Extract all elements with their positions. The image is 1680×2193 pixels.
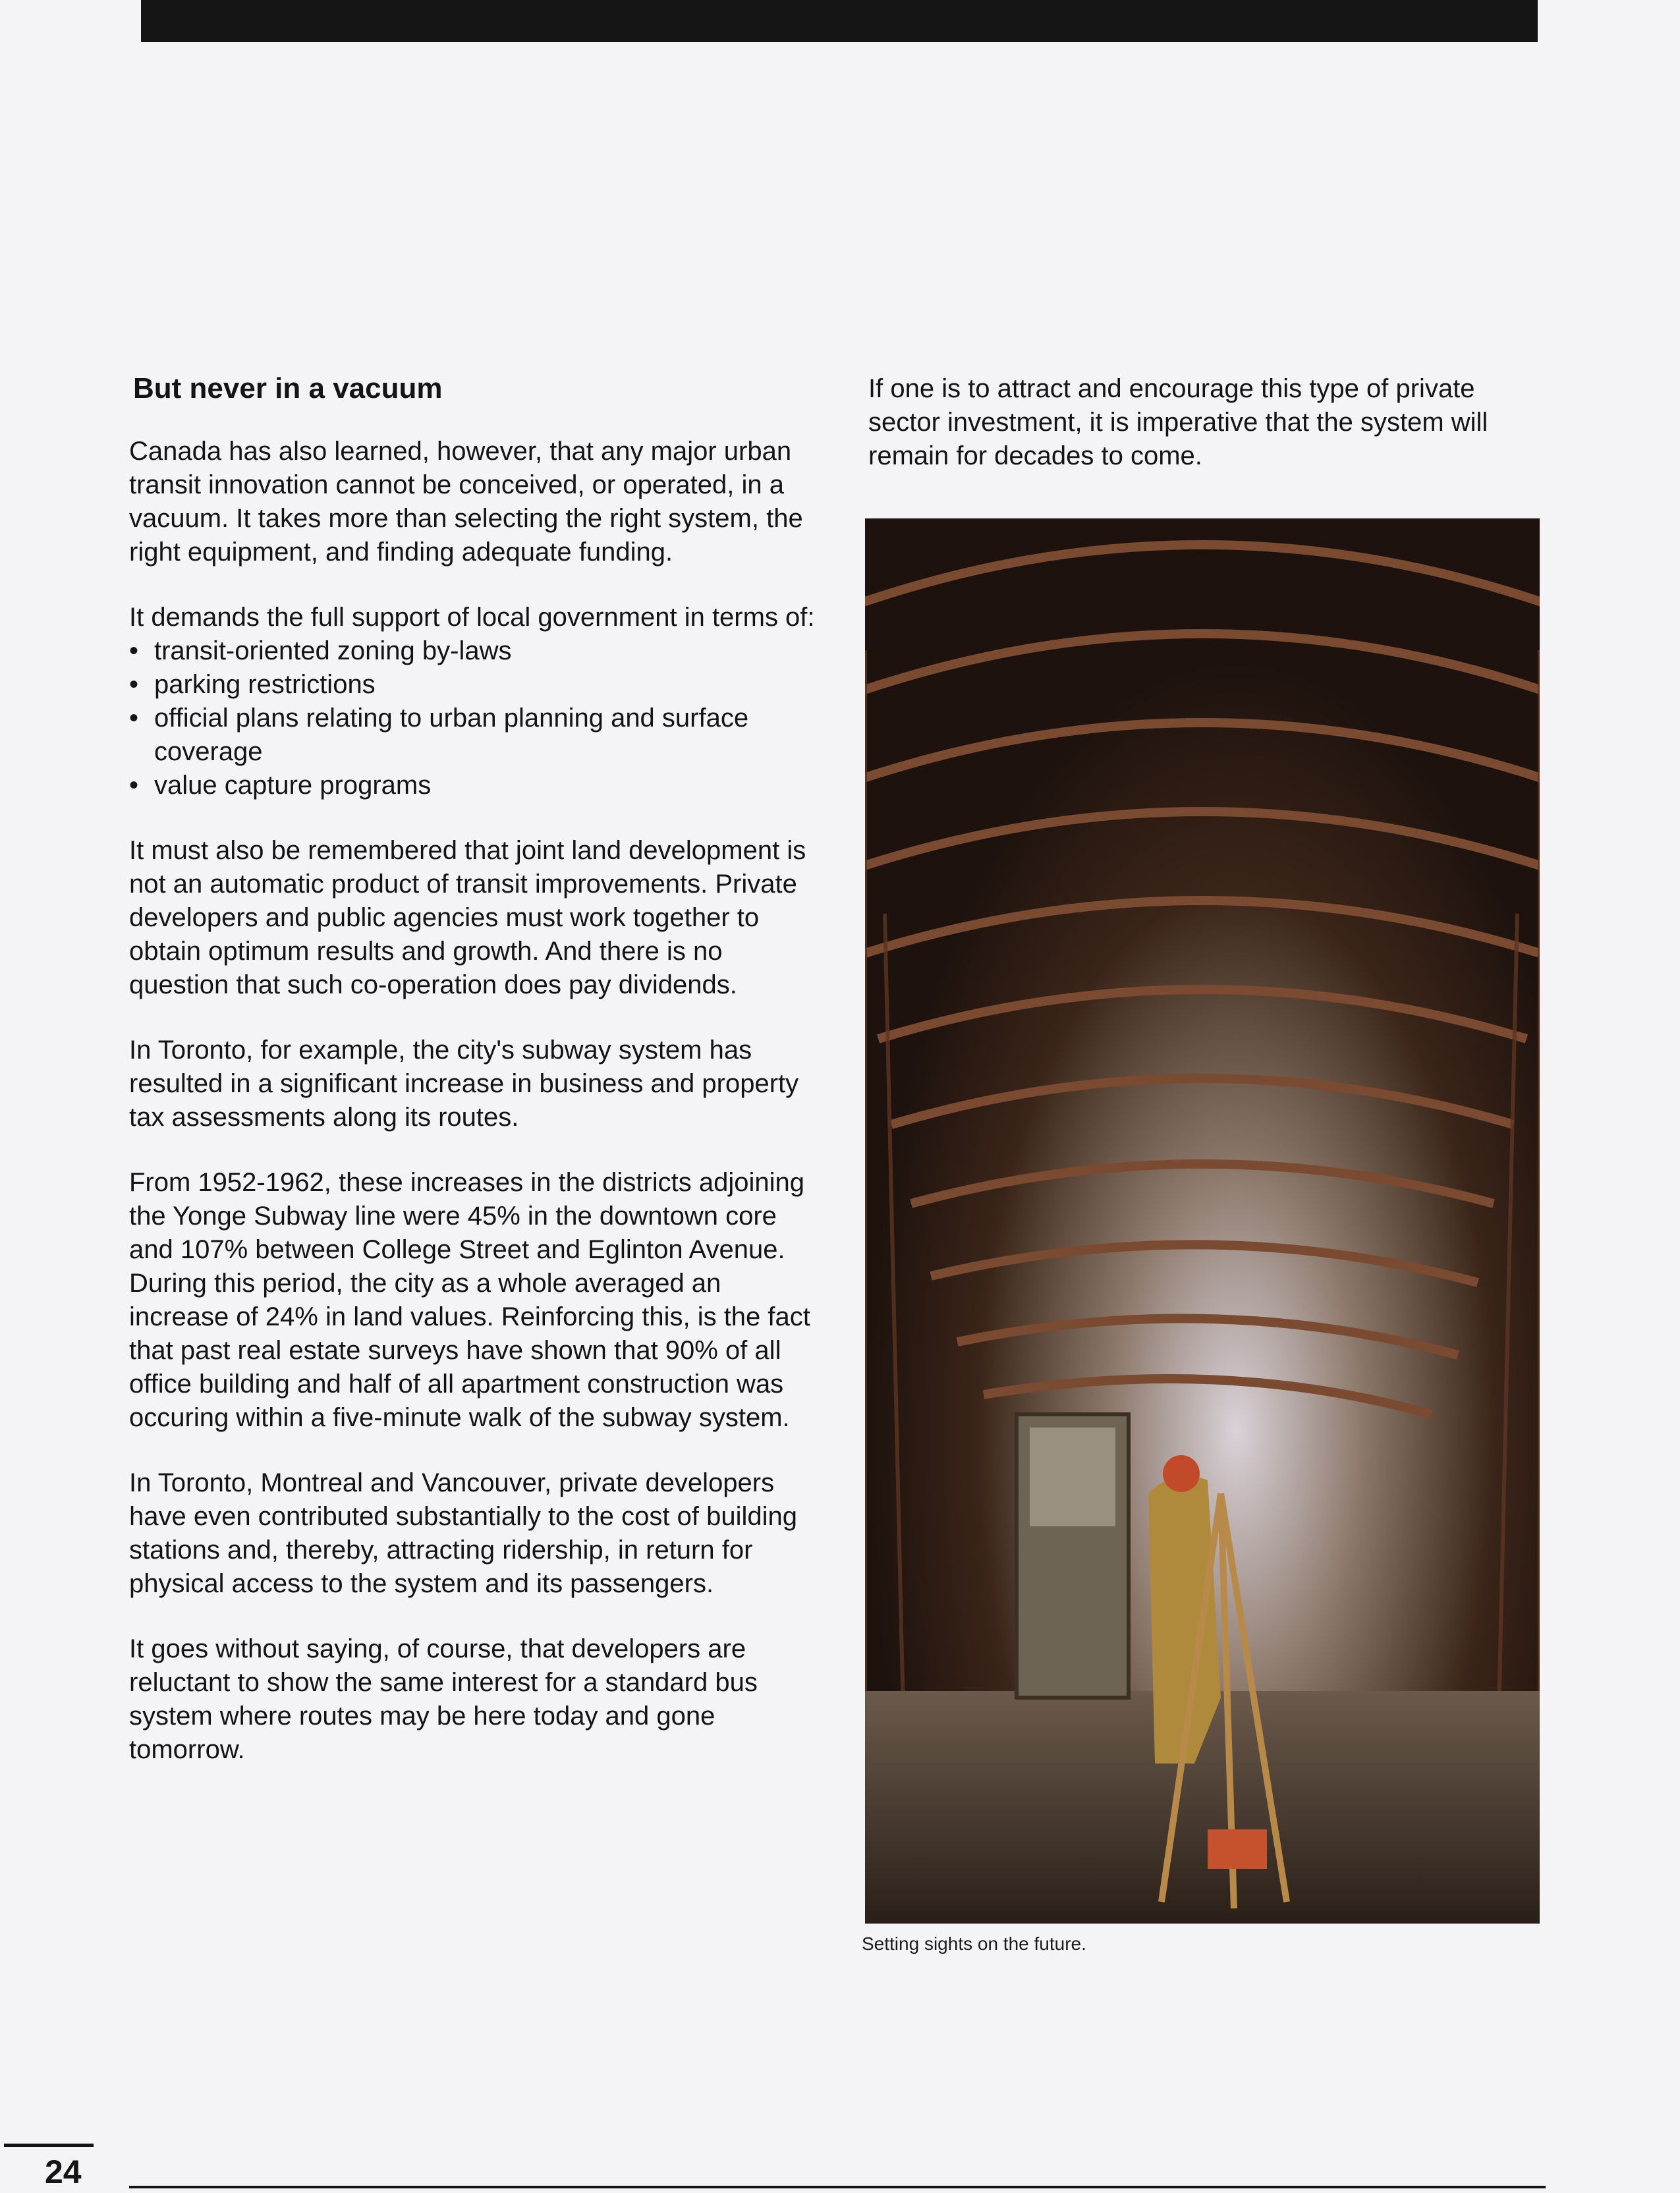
bottom-rule	[129, 2186, 1546, 2188]
paragraph-statistics: From 1952-1962, these increases in the districts adjoining the Yonge Subway line were 45% in the downtown core and 107% between College Street and Eglinton Avenue. During this period, the city as a whole averaged an increase of 24% in land values. Reinforcing this, is the fact that past real estate surveys have shown that 90% of all office building and half of all apartment construction was occuring within a five-minute walk of the subway system.	[129, 1168, 810, 1432]
left-column	[129, 369, 827, 1798]
paragraph-demands: It demands the full support of local government in terms of:	[129, 603, 815, 632]
paragraph-investment: If one is to attract and encourage this type of private sector investment, it is imperative that the system will remain for decades to come.	[868, 374, 1488, 470]
list-item: • official plans relating to urban planning and surface coverage	[129, 702, 827, 769]
list-item: • parking restrictions	[129, 668, 827, 702]
top-decorative-bar	[141, 0, 1538, 42]
photo-caption: Setting sights on the future.	[862, 1933, 1086, 1954]
page-number-rule	[4, 2144, 94, 2147]
list-item: • transit-oriented zoning by-laws	[129, 634, 827, 668]
paragraph-intro: Canada has also learned, however, that any major urban transit innovation cannot be conceived, or operated, in a vacuum. It takes more than selecting the right system, the right equipment, and finding adequate funding.	[129, 437, 803, 567]
page-number: 24	[45, 2153, 82, 2190]
right-column	[868, 372, 1540, 473]
list-item: • value capture programs	[129, 769, 827, 802]
paragraph-bus-system: It goes without saying, of course, that developers are reluctant to show the same interest for a standard bus system where routes may be here today and gone tomorrow.	[129, 1634, 758, 1764]
paragraph-joint-development: It must also be remembered that joint land development is not an automatic product of transit improvements. Private developers and public agencies must work together to obtain optimum results and growth. And there is no question that such co-operation does pay dividends.	[129, 836, 806, 999]
section-heading: But never in a vacuum	[133, 372, 443, 404]
requirements-list	[129, 634, 827, 802]
paragraph-private-developers: In Toronto, Montreal and Vancouver, private developers have even contributed substantially to the cost of building stations and, thereby, attracting ridership, in return for physical access to the system and its passengers.	[129, 1468, 797, 1598]
paragraph-toronto-subway: In Toronto, for example, the city's subway system has resulted in a significant increase in business and property tax assessments along its routes.	[129, 1036, 799, 1132]
tunnel-photo	[865, 518, 1540, 1924]
